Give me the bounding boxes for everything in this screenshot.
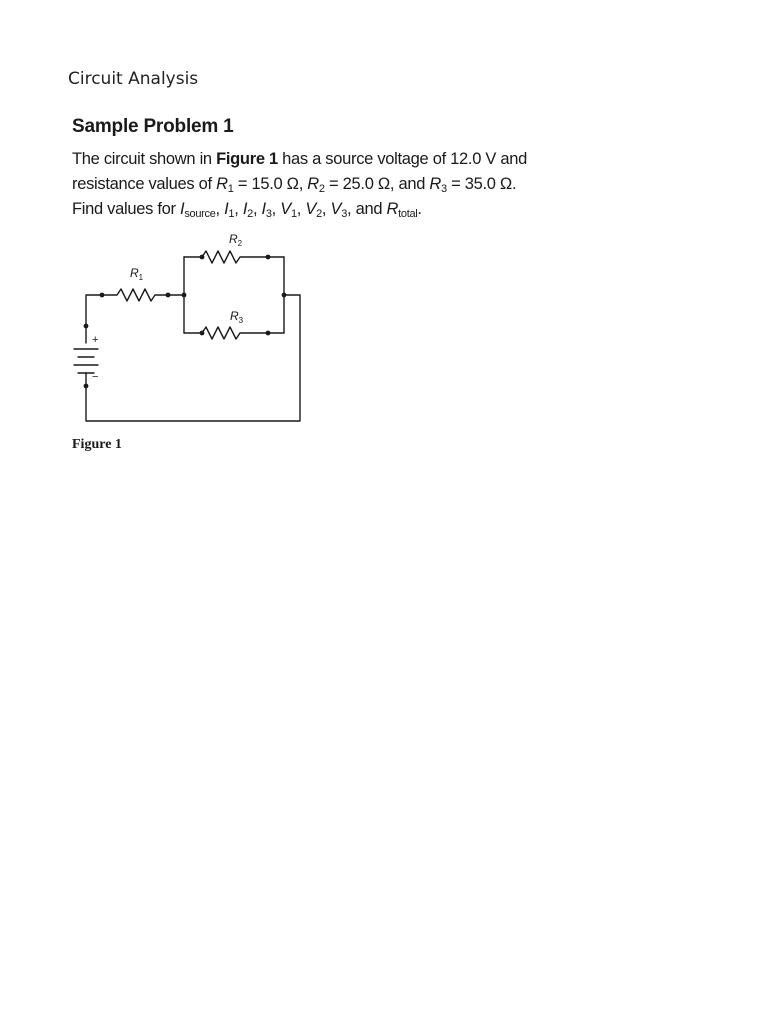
junction-dot	[84, 384, 89, 389]
figure-reference: Figure 1	[216, 150, 278, 168]
subscript: 2	[318, 183, 325, 195]
subscript: source	[184, 208, 216, 220]
text-run: Find values for	[72, 200, 181, 218]
symbol-r-total: R	[386, 200, 399, 218]
problem-title: Sample Problem 1	[72, 116, 234, 137]
label-r1: $R_1$	[130, 266, 144, 282]
symbol-v3: V	[330, 200, 342, 218]
text-run: The circuit shown in	[72, 150, 217, 168]
junction-dot	[100, 293, 105, 298]
statement-line-3	[72, 197, 527, 222]
junction-dot	[182, 293, 187, 298]
label-r3: $R_3$	[230, 309, 244, 325]
separator: ,	[321, 200, 331, 218]
wire-left-top	[86, 295, 102, 326]
subscript: 3	[441, 183, 447, 195]
subscript: 2	[316, 208, 322, 220]
subscript: total	[398, 208, 418, 220]
symbol-v1: V	[280, 200, 291, 218]
separator: ,	[215, 200, 225, 218]
page-heading: Circuit Analysis	[68, 69, 199, 89]
symbol-i3: I	[261, 200, 266, 218]
symbol-v2: V	[305, 200, 317, 218]
junction-dots	[84, 255, 287, 389]
junction-dot	[200, 255, 205, 260]
period: .	[417, 200, 422, 218]
label-r2: $R_2$	[229, 232, 243, 248]
junction-dot	[266, 331, 271, 336]
separator: ,	[296, 200, 306, 218]
battery-plus-label: +	[92, 334, 99, 346]
problem-statement	[72, 147, 527, 222]
text-run: has a source voltage of 12.0 V and	[277, 150, 527, 168]
circuit-diagram	[60, 226, 310, 426]
separator: , and	[347, 200, 387, 218]
junction-dot	[166, 293, 171, 298]
separator: ,	[271, 200, 281, 218]
statement-line-1	[72, 147, 527, 172]
subscript: 2	[247, 208, 253, 220]
wire-right-bottom	[86, 295, 300, 421]
junction-dot	[282, 293, 287, 298]
symbol-i-source: I	[180, 200, 185, 218]
symbol-r2: R	[307, 175, 319, 193]
resistor-r1	[102, 289, 184, 301]
symbol-r1: R	[216, 175, 228, 193]
battery-minus-label: −	[92, 371, 99, 383]
junction-dot	[200, 331, 205, 336]
subscript: 1	[228, 208, 235, 220]
figure-caption: Figure 1	[72, 437, 122, 452]
subscript: 1	[227, 183, 234, 195]
statement-line-2	[72, 172, 527, 197]
subscript: 1	[290, 208, 297, 220]
symbol-i1: I	[224, 200, 229, 218]
separator: ,	[252, 200, 262, 218]
junction-dot	[84, 324, 89, 329]
symbol-r3: R	[429, 175, 441, 193]
value-r1: = 15.0 Ω,	[233, 175, 308, 193]
junction-dot	[266, 255, 271, 260]
subscript: 3	[341, 208, 348, 220]
battery-icon	[74, 349, 98, 373]
symbol-i2: I	[242, 200, 248, 218]
subscript: 3	[265, 208, 272, 220]
text-run: resistance values of	[72, 175, 217, 193]
separator: ,	[234, 200, 243, 218]
value-r2: = 25.0 Ω, and	[324, 175, 430, 193]
value-r3: = 35.0 Ω.	[446, 175, 517, 193]
